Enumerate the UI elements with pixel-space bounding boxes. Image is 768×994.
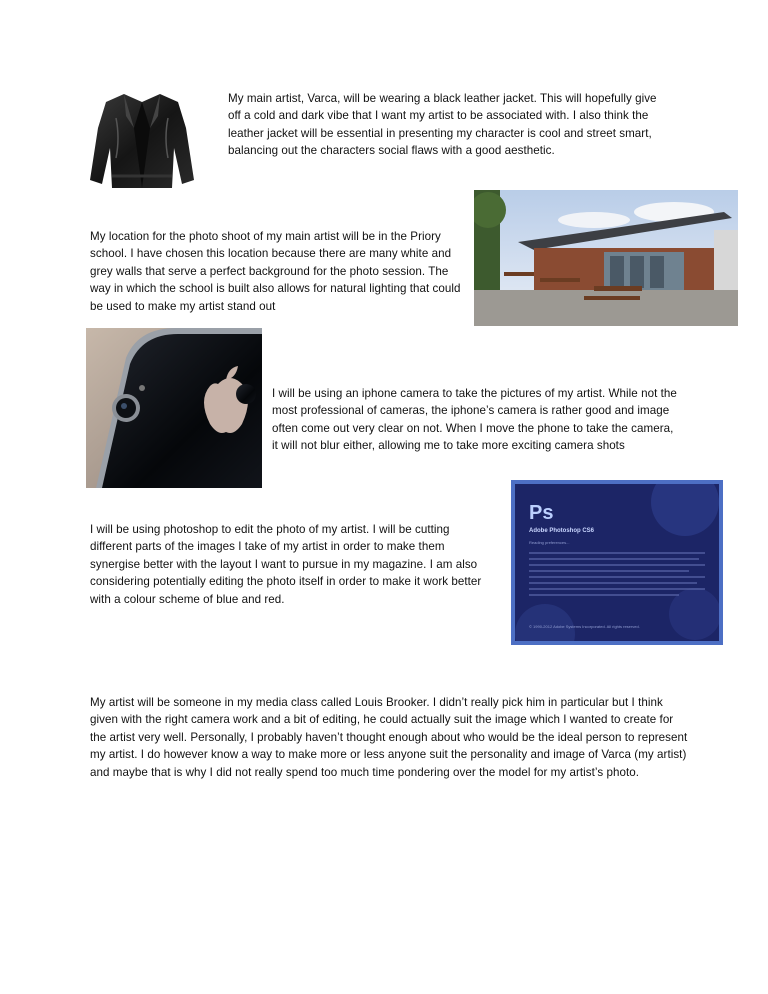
jacket-paragraph: My main artist, Varca, will be wearing a black leather jacket. This will hopefully give off a cold and dark vibe that I want my artist to be associated with. I also think the leather jacket will be essential in presenting my character is cool and street smart, balancing out the characters social flaws with a good aesthetic.: [228, 92, 657, 158]
leather-jacket-icon: [86, 88, 198, 192]
photoshop-splash-screenshot: [511, 480, 723, 645]
model-paragraph: My artist will be someone in my media class called Louis Brooker. I didn’t really pick him in particular but I think given with the right camera work and a bit of editing, he could actually suit the image which I wanted to create for the artist very well. Personally, I probably haven’t thought enough about who would be the ideal person to represent my artist. I do however know a way to make more or less anyone suit the personality and image of Varca (my artist) and maybe that is why I did not really spend too much time pondering over the model for my artist’s photo.: [90, 696, 688, 779]
iphone-camera-icon: [86, 328, 262, 488]
leather-jacket-photo: [86, 88, 198, 192]
ps-logo: Ps: [529, 502, 554, 524]
camera-paragraph: I will be using an iphone camera to take the pictures of my artist. While not the most professional of cameras, the iphone’s camera is rather good and image often come out very clear on not. When I move the phone to take the camera, it will not blur either, allowing me to take more exciting camera shots: [272, 387, 677, 453]
school-building-photo: [474, 190, 738, 326]
iphone-camera-photo: [86, 328, 262, 488]
photoshop-paragraph: I will be using photoshop to edit the photo of my artist. I will be cutting different parts of the images I take of my artist in order to make them synergise better with the layout I want to pursue in my magazine. I am also considering potentially editing the photo itself in order to make it work better with a colour scheme of blue and red.: [90, 523, 482, 606]
photoshop-splash-panel: [515, 484, 719, 641]
ps-loading-text: Reading preferences...: [529, 540, 570, 545]
location-paragraph: My location for the photo shoot of my main artist will be in the Priory school. I have chosen this location because there are many white and grey walls that serve a perfect background for the photo session. The way in which the school is built also allows for natural lighting that could be used to make my artist stand out: [90, 230, 461, 313]
ps-copyright: © 1990-2012 Adobe Systems Incorporated. All rights reserved.: [529, 624, 640, 629]
ps-product-name: Adobe Photoshop CS6: [529, 528, 594, 534]
school-building-icon: [474, 190, 738, 326]
